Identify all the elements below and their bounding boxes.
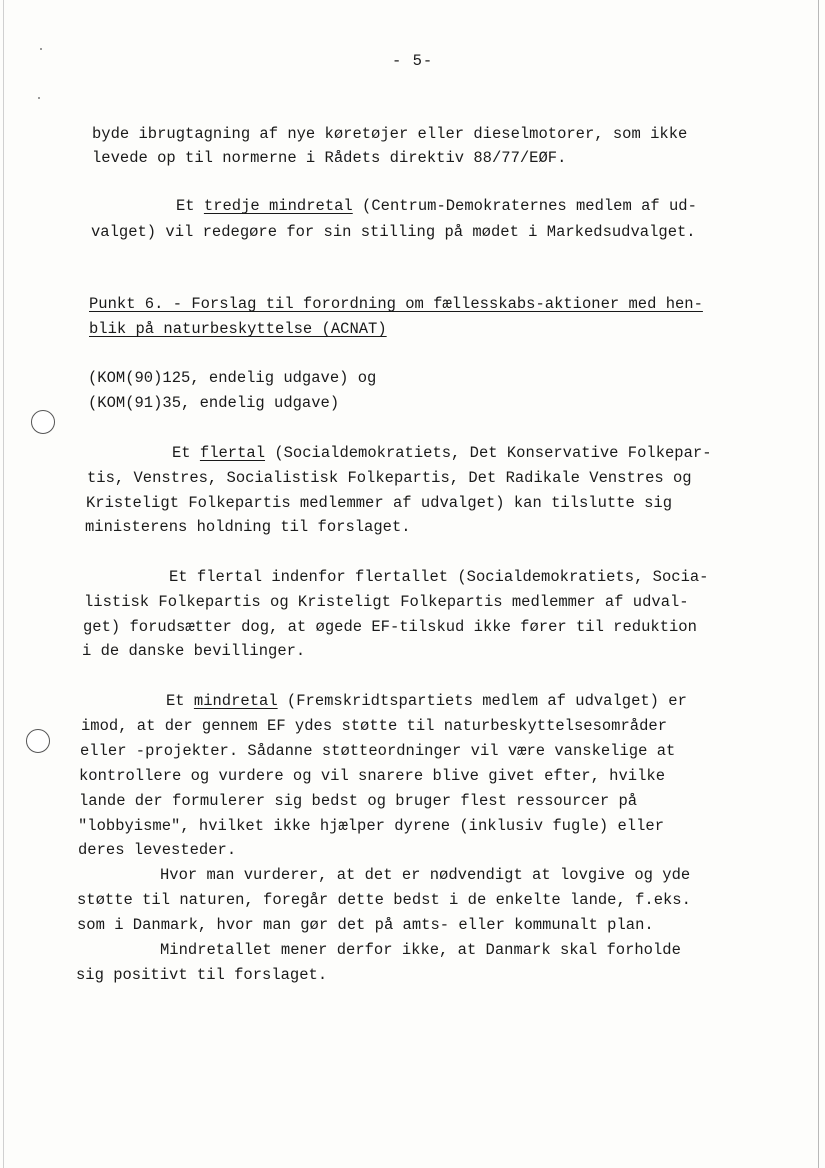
para6-line1: Hvor man vurderer, at det er nødvendigt at lovgive og yde — [160, 866, 691, 884]
para1-line2: levede op til normerne i Rådets direktiv 88/77/EØF. — [92, 149, 567, 167]
para2-line1-post: (Centrum-Demokraternes medlem af ud- — [352, 197, 697, 215]
para5-line6: "lobbyisme", hvilket ikke hjælper dyrene (inklusiv fugle) eller — [78, 817, 664, 835]
para6-line2: støtte til naturen, foregår dette bedst i de enkelte lande, f.eks. — [77, 891, 691, 909]
para5-line7: deres levesteder. — [78, 841, 237, 859]
page-number: - 5- — [392, 52, 434, 70]
para3-line3: Kristeligt Folkepartis medlemmer af udvalget) kan tilslutte sig — [86, 494, 672, 512]
section-heading-line2: blik på naturbeskyttelse (ACNAT) — [89, 320, 387, 338]
section-heading-line1: Punkt 6. - Forslag til forordning om fællesskabs-aktioner med hen- — [89, 295, 703, 313]
para2-underlined-term: tredje mindretal — [203, 197, 353, 215]
para4-line1: Et flertal indenfor flertallet (Socialdemokratiets, Socia- — [169, 568, 709, 586]
page-edge-right — [818, 0, 819, 1168]
para4-line3: get) forudsætter dog, at øgede EF-tilskud ikke fører til reduktion — [83, 618, 697, 636]
para5-underlined-term: mindretal — [193, 692, 278, 710]
para5-line2: imod, at der gennem EF ydes støtte til naturbeskyttelsesområder — [81, 717, 667, 735]
para2-line1-pre: Et — [176, 197, 204, 215]
para4-line4: i de danske bevillinger. — [82, 642, 306, 660]
para2-line2: valget) vil redegøre for sin stilling på mødet i Markedsudvalget. — [91, 223, 696, 241]
para2-line1 — [176, 199, 697, 215]
scan-speck — [40, 48, 42, 50]
punch-hole-bottom — [26, 729, 50, 753]
para1-line1: byde ibrugtagning af nye køretøjer eller dieselmotorer, som ikke — [92, 125, 688, 143]
para3-line1 — [172, 446, 712, 462]
reference-line2: (KOM(91)35, endelig udgave) — [88, 394, 340, 412]
page-edge-left — [3, 0, 4, 1168]
para5-line3: eller -projekter. Sådanne støtteordninger vil være vanskelige at — [80, 742, 676, 760]
scan-speck — [38, 97, 40, 99]
para5-line4: kontrollere og vurdere og vil snarere blive givet efter, hvilke — [79, 767, 665, 785]
para7-line2: sig positivt til forslaget. — [76, 966, 328, 984]
punch-hole-top — [31, 410, 55, 434]
para5-line1 — [166, 694, 687, 710]
para3-line4: ministerens holdning til forslaget. — [85, 518, 411, 536]
para7-line1: Mindretallet mener derfor ikke, at Danmark skal forholde — [160, 941, 681, 959]
para3-line1-pre: Et — [172, 444, 200, 462]
para5-line1-post: (Fremskridtspartiets medlem af udvalget) er — [277, 692, 687, 710]
para5-line1-pre: Et — [166, 692, 194, 710]
para4-line2: listisk Folkepartis og Kristeligt Folkepartis medlemmer af udval- — [84, 593, 689, 611]
para3-underlined-term: flertal — [199, 444, 266, 462]
para3-line1-post: (Socialdemokratiets, Det Konservative Folkepar- — [265, 444, 712, 462]
para6-line3: som i Danmark, hvor man gør det på amts- eller kommunalt plan. — [77, 916, 654, 934]
para3-line2: tis, Venstres, Socialistisk Folkepartis, Det Radikale Venstres og — [87, 469, 692, 487]
para5-line5: lande der formulerer sig bedst og bruger flest ressourcer på — [79, 792, 638, 810]
reference-line1: (KOM(90)125, endelig udgave) og — [88, 369, 377, 387]
